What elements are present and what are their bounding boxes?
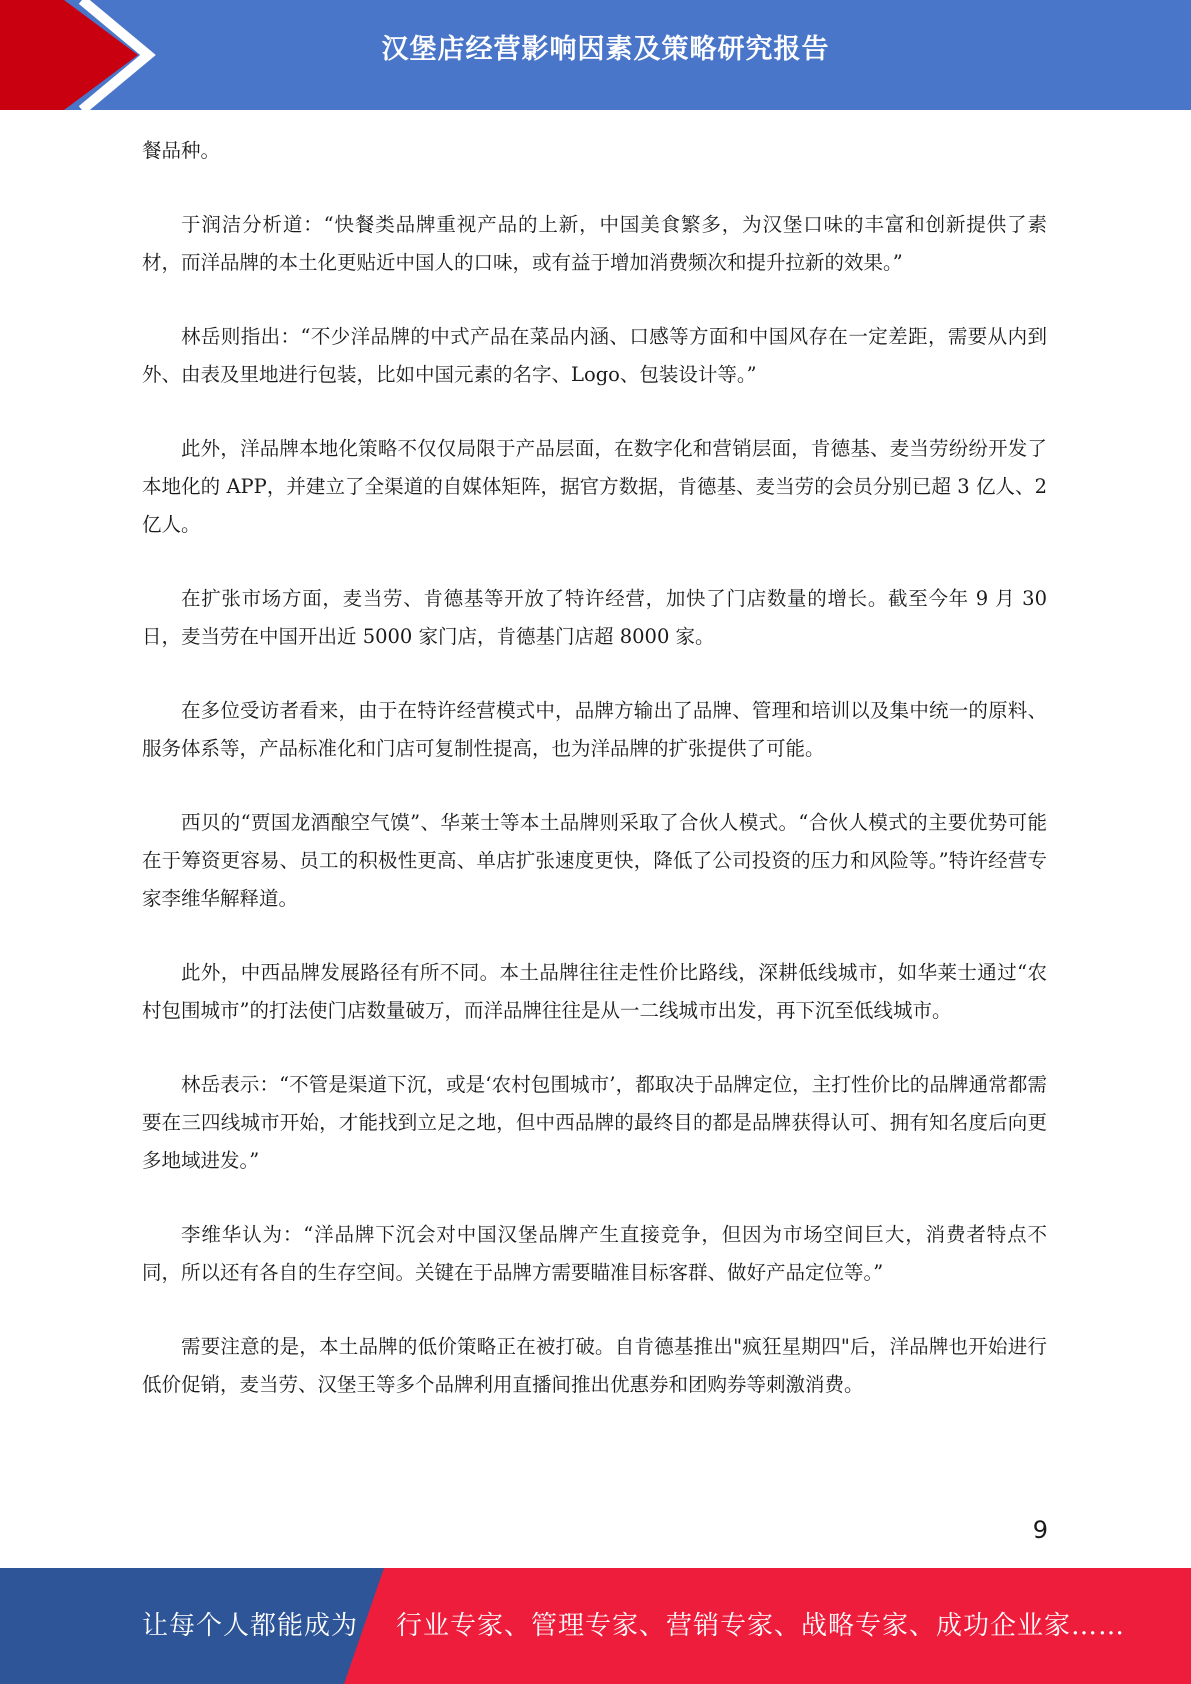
paragraph-9: 林岳表示：“不管是渠道下沉，或是‘农村包围城市’，都取决于品牌定位，主打性价比的品牌通常都需要在三四线城市开始，才能找到立足之地，但中西品牌的最终目的都是品牌获得认可、拥有知名度后向更多地域进发。” [142,1073,1047,1172]
paragraph-2: 于润洁分析道：“快餐类品牌重视产品的上新，中国美食繁多，为汉堡口味的丰富和创新提供了素材，而洋品牌的本土化更贴近中国人的口味，或有益于增加消费频次和提升拉新的效果。” [142,213,1047,274]
page-header [0,0,1191,110]
article-body [142,132,1047,1440]
paragraph-4: 此外，洋品牌本地化策略不仅仅局限于产品层面，在数字化和营销层面，肯德基、麦当劳纷纷开发了本地化的 APP，并建立了全渠道的自媒体矩阵，据官方数据，肯德基、麦当劳的会员分别已超 3 亿人、2 亿人。 [142,437,1047,536]
page-number: 9 [1032,1516,1048,1544]
paragraph-7: 西贝的“贾国龙酒酿空气馍”、华莱士等本土品牌则采取了合伙人模式。“合伙人模式的主要优势可能在于筹资更容易、员工的积极性更高、单店扩张速度更快，降低了公司投资的压力和风险等。”特许经营专家李维华解释道。 [142,811,1047,910]
paragraph-5: 在扩张市场方面，麦当劳、肯德基等开放了特许经营，加快了门店数量的增长。截至今年 9 月 30 日，麦当劳在中国开出近 5000 家门店，肯德基门店超 8000 家。 [142,587,1047,648]
paragraph-3: 林岳则指出：“不少洋品牌的中式产品在菜品内涵、口感等方面和中国风存在一定差距，需要从内到外、由表及里地进行包装，比如中国元素的名字、Logo、包装设计等。” [142,325,1047,386]
footer-slogan-left: 让每个人都能成为 [142,1611,359,1641]
report-title: 汉堡店经营影响因素及策略研究报告 [381,34,830,65]
paragraph-11: 需要注意的是，本土品牌的低价策略正在被打破。自肯德基推出"疯狂星期四"后，洋品牌也开始进行低价促销，麦当劳、汉堡王等多个品牌利用直播间推出优惠券和团购券等刺激消费。 [142,1335,1047,1396]
footer-slogan-right: 行业专家、管理专家、营销专家、战略专家、成功企业家…… [396,1611,1126,1641]
paragraph-8: 此外，中西品牌发展路径有所不同。本土品牌往往走性价比路线，深耕低线城市，如华莱士通过“农村包围城市”的打法使门店数量破万，而洋品牌往往是从一二线城市出发，再下沉至低线城市。 [142,961,1047,1022]
paragraph-6: 在多位受访者看来，由于在特许经营模式中，品牌方输出了品牌、管理和培训以及集中统一的原料、服务体系等，产品标准化和门店可复制性提高，也为洋品牌的扩张提供了可能。 [142,699,1047,760]
paragraph-10: 李维华认为：“洋品牌下沉会对中国汉堡品牌产生直接竞争，但因为市场空间巨大，消费者特点不同，所以还有各自的生存空间。关键在于品牌方需要瞄准目标客群、做好产品定位等。” [142,1223,1047,1284]
paragraph-1: 餐品种。 [142,139,221,162]
page-footer [0,1568,1191,1684]
